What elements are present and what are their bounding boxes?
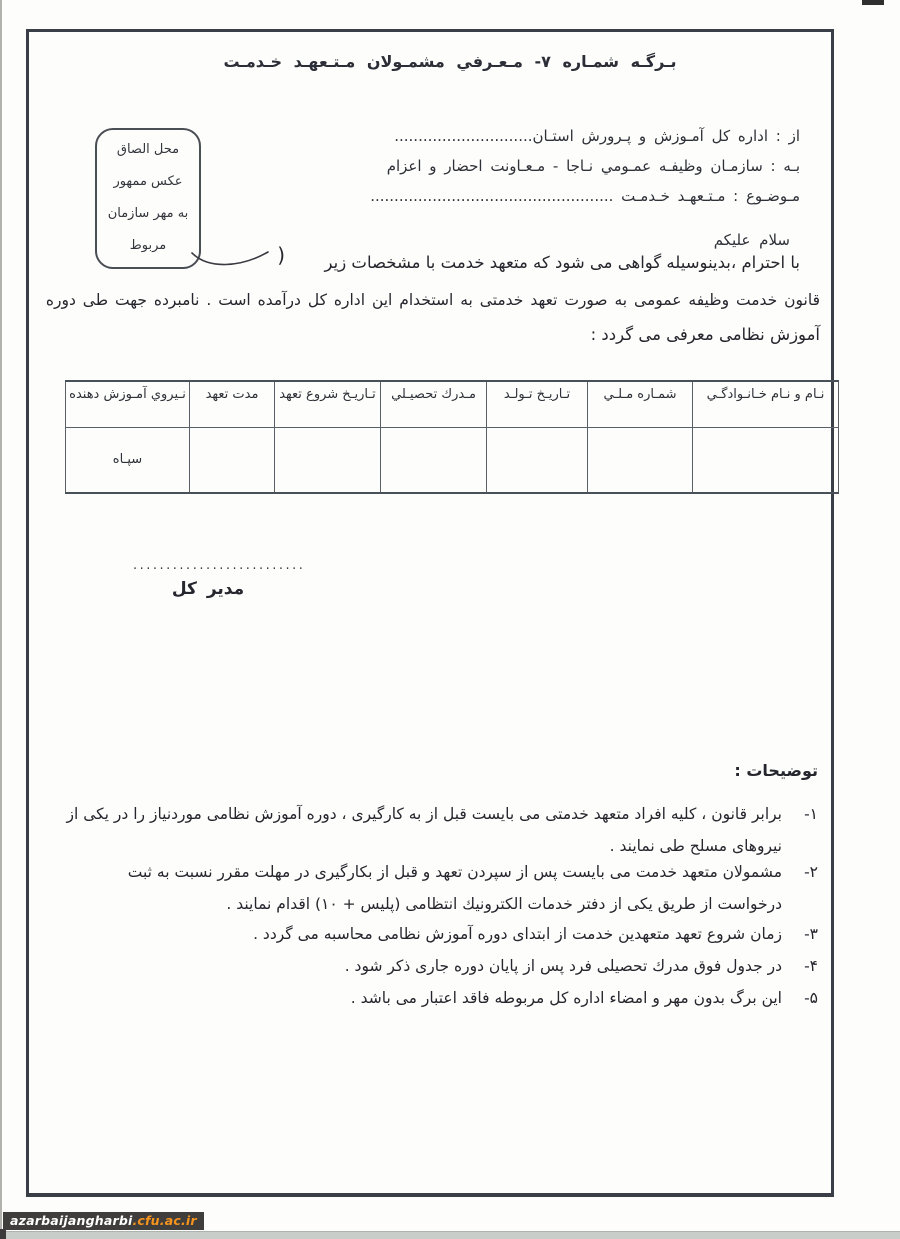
note-text: زمان شروع تعهد متعهدين خدمت از ابتدای دوره آموزش نظامی محاسبه می گردد .	[253, 925, 782, 943]
note-number: ۳-	[804, 925, 818, 943]
scan-edge-line	[0, 0, 2, 1232]
cell-education	[381, 427, 487, 493]
photo-box-line: محل الصاق	[116, 142, 180, 157]
col-national-id: شمـاره مـلـي	[588, 381, 693, 427]
note-item	[66, 982, 818, 1014]
col-birth-date: تـاريـخ تـولـد	[487, 381, 588, 427]
note-text: برابر قانون ، كليه افراد متعهد خدمتی می بايست قبل از به كارگيری ، دوره آموزش نظامی موردنياز را در يكی از نيروهای مسلح طی نمايند .	[66, 805, 782, 855]
from-line: از : اداره كل آمـوزش و پـرورش استـان.............................	[394, 127, 800, 145]
closing-paren: )	[277, 243, 285, 267]
col-commitment-duration: مدت تعهد	[190, 381, 275, 427]
signature-block	[133, 558, 306, 599]
note-number: ۵-	[804, 989, 818, 1007]
salutation: سلام عليكم	[713, 231, 790, 249]
col-commitment-start: تـاريـخ شروع تعهد	[275, 381, 381, 427]
note-text: در جدول فوق مدرك تحصيلی فرد پس از پايان دوره جاری ذكر شود .	[344, 957, 782, 975]
table-row	[66, 427, 839, 493]
scan-bottom-band	[0, 1231, 900, 1239]
table-header-row	[66, 381, 839, 427]
cell-commitment-duration	[190, 427, 275, 493]
body-paragraph-line: آموزش نظامی معرفی می گردد :	[590, 325, 820, 344]
subject-line: مـوضـوع : مـتـعهـد خـدمـت ...................................................	[370, 187, 800, 205]
note-item	[66, 856, 818, 920]
to-line: بـه : سازمـان وظيفـه عمـومي نـاجا - مـعـاونت احضار و اعزام	[386, 157, 800, 175]
handwritten-stroke-icon	[190, 249, 270, 271]
scan-mark	[0, 1229, 6, 1239]
col-name-surname: نـام و نـام خـانـوادگـي	[693, 381, 839, 427]
photo-box-line: مربوط	[129, 238, 167, 253]
photo-box-line: به مهر سازمان	[107, 206, 189, 221]
handwritten-annotation	[190, 243, 285, 273]
cell-name-surname	[693, 427, 839, 493]
signature-dotted-line: ..........................	[133, 558, 306, 573]
scan-mark	[862, 0, 884, 5]
form-title: بـرگـه شمـاره ۷- مـعـرفي مشمـولان مـتـعهـد خـدمـت	[223, 52, 677, 71]
photo-box-line: عكس ممهور	[113, 174, 183, 189]
body-paragraph-line: با احترام ،بدينوسيله گواهی می شود كه متعهد خدمت با مشخصات زير	[324, 253, 800, 272]
conscript-info-table	[65, 380, 839, 494]
letter-header	[100, 121, 800, 211]
cell-commitment-start	[275, 427, 381, 493]
col-training-force: نـيروي آمـوزش دهنده	[66, 381, 190, 427]
cell-training-force: سپـاه	[66, 427, 190, 493]
note-number: ۱-	[804, 805, 818, 823]
site-watermark	[3, 1212, 204, 1230]
body-paragraph-line: قانون خدمت وظيفه عمومی به صورت تعهد خدمتی به استخدام اين اداره كل درآمده است . نامبرده جهت طی دوره	[45, 291, 820, 309]
note-item	[66, 798, 818, 862]
watermark-site-name: azarbaijangharbi	[10, 1213, 133, 1228]
note-number: ۲-	[804, 863, 818, 881]
note-item	[66, 918, 818, 950]
cell-birth-date	[487, 427, 588, 493]
note-text: اين برگ بدون مهر و امضاء اداره كل مربوطه فاقد اعتبار می باشد .	[350, 989, 782, 1007]
note-text: مشمولان متعهد خدمت می بايست پس از سپردن تعهد و قبل از بكارگيری در مهلت مقرر نسبت به ثبت درخواست از طريق يكی از دفتر خدمات الكترونيك انتظامی (پليس + ۱۰) اقدام نمايند .	[127, 863, 782, 913]
cell-national-id	[588, 427, 693, 493]
note-number: ۴-	[804, 957, 818, 975]
notes-title: توضيحات :	[734, 761, 818, 780]
note-item	[66, 950, 818, 982]
col-education: مـدرك تحصيـلي	[381, 381, 487, 427]
watermark-domain: .cfu.ac.ir	[132, 1213, 197, 1228]
signature-role: مدير كل	[171, 579, 245, 599]
